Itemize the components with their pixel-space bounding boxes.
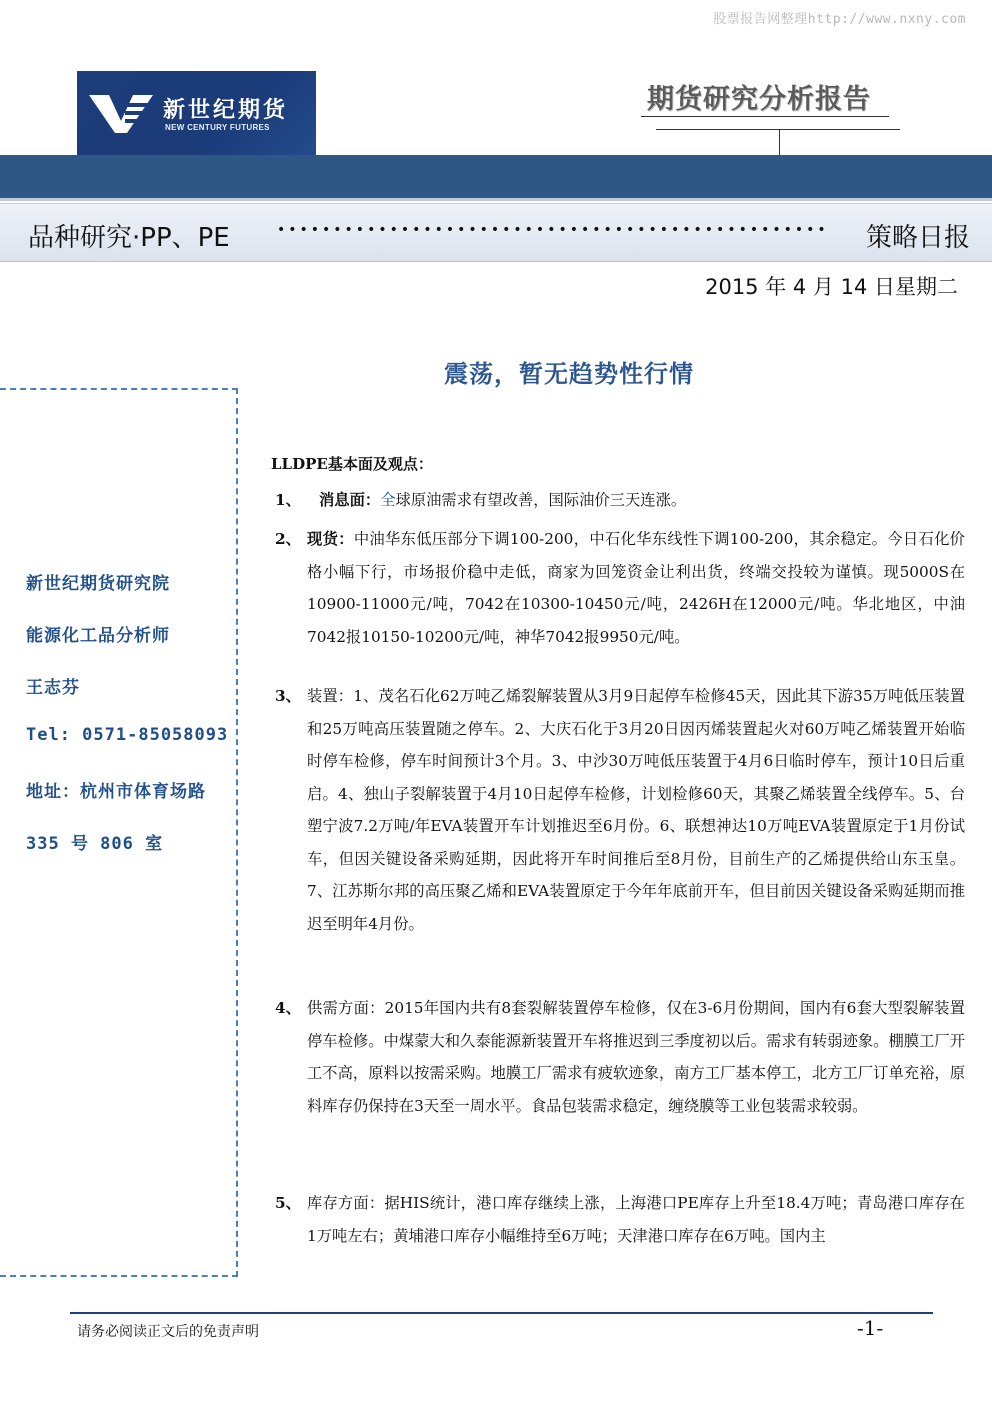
title-divider bbox=[779, 130, 780, 156]
page-number: -1- bbox=[857, 1316, 884, 1340]
disclaimer-note: 请务必阅读正文后的免责声明 bbox=[77, 1324, 259, 1340]
item-text: 球原油需求有望改善，国际油价三天连涨。 bbox=[395, 491, 687, 509]
list-item bbox=[275, 680, 965, 940]
company-logo bbox=[77, 71, 316, 155]
item-text: 库存方面：据HIS统计，港口库存继续上涨，上海港口PE库存上升至18.4万吨；青岛港口库存在1万吨左右；黄埔港口库存小幅维持至6万吨；天津港口库存在6万吨。国内主 bbox=[307, 1194, 965, 1245]
list-item bbox=[275, 992, 965, 1122]
title-underline-2 bbox=[656, 129, 900, 130]
footer-divider bbox=[70, 1312, 933, 1314]
list-item bbox=[275, 1187, 965, 1252]
item-text: 供需方面：2015年国内共有8套裂解装置停车检修，仅在3-6月份期间，国内有6套大型裂解装置停车检修。中煤蒙大和久泰能源新装置开车将推迟到三季度初以后。需求有转弱迹象。棚膜工厂开工不高，原料以按需采购。地膜工厂需求有疲软迹象，南方工厂基本停工，北方工厂订单充裕，原料库存仍保持在3天至一周水平。食品包装需求稳定，缠绕膜等工业包装需求较弱。 bbox=[307, 999, 965, 1115]
item-lead: 现货： bbox=[307, 530, 354, 548]
report-type-label: 策略日报 bbox=[865, 223, 970, 253]
header-band-accent bbox=[0, 198, 992, 201]
logo-emblem-icon bbox=[87, 91, 157, 135]
contact-room: 335 号 806 室 bbox=[26, 834, 164, 854]
title-underline bbox=[641, 116, 889, 117]
item-number: 2、 bbox=[275, 530, 301, 548]
category-label: 品种研究·PP、PE bbox=[28, 223, 230, 253]
logo-chinese-name: 新世纪期货 bbox=[163, 97, 289, 123]
list-item bbox=[275, 523, 965, 653]
item-number: 3、 bbox=[275, 687, 301, 705]
item-accent: 全 bbox=[380, 491, 396, 509]
watermark: 股票报告网整理http://www.nxny.com bbox=[713, 12, 966, 27]
contact-role: 能源化工品分析师 bbox=[26, 626, 170, 646]
contact-address: 地址：杭州市体育场路 bbox=[26, 782, 206, 802]
item-lead: 消息面： bbox=[319, 491, 381, 509]
section-title: LLDPE基本面及观点： bbox=[271, 455, 433, 473]
contact-institute: 新世纪期货研究院 bbox=[26, 574, 170, 594]
item-text: 中油华东低压部分下调100-200，中石化华东线性下调100-200，其余稳定。今日石化价格小幅下行，市场报价稳中走低，商家为回笼资金让利出货，终端交投较为谨慎。现5000S在10900-11000元/吨，7042在10300-10450元/吨，2426H在12000元/吨。华北地区，中油7042报10150-10200元/吨，神华7042报9950元/吨。 bbox=[307, 530, 965, 646]
logo-english-name: NEW CENTURY FUTURES bbox=[165, 123, 270, 132]
headline: 震荡，暂无趋势性行情 bbox=[444, 360, 694, 388]
category-dot-leader: ••••••••••••••••••••••••••••••••••••••••••••••••• bbox=[277, 222, 829, 238]
header-band bbox=[0, 155, 992, 198]
category-bar bbox=[0, 203, 992, 262]
contact-sidebar bbox=[0, 388, 238, 1277]
report-title: 期货研究分析报告 bbox=[647, 84, 871, 115]
item-text: 装置：1、茂名石化62万吨乙烯裂解装置从3月9日起停车检修45天，因此其下游35万吨低压装置和25万吨高压装置随之停车。2、大庆石化于3月20日因丙烯装置起火对60万吨乙烯装置开始临时停车检修，停车时间预计3个月。3、中沙30万吨低压装置于4月6日临时停车，预计10日后重启。4、独山子裂解装置于4月10日起停车检修，计划检修60天，其聚乙烯装置全线停车。5、台塑宁波7.2万吨/年EVA装置开车计划推迟至6月份。6、联想神达10万吨EVA装置原定于1月份试车，但因关键设备采购延期，因此将开车时间推后至8月份，目前生产的乙烯提供给山东玉皇。7、江苏斯尔邦的高压聚乙烯和EVA装置原定于今年年底前开车，但目前因关键设备采购延期而推迟至明年4月份。 bbox=[307, 687, 965, 933]
contact-tel: Tel: 0571-85058093 bbox=[26, 725, 229, 745]
item-number: 1、 bbox=[275, 491, 301, 509]
report-date: 2015 年 4 月 14 日星期二 bbox=[705, 275, 958, 299]
item-number: 5、 bbox=[275, 1194, 301, 1212]
list-item bbox=[275, 484, 965, 517]
contact-name: 王志芬 bbox=[26, 678, 80, 698]
item-number: 4、 bbox=[275, 999, 301, 1017]
